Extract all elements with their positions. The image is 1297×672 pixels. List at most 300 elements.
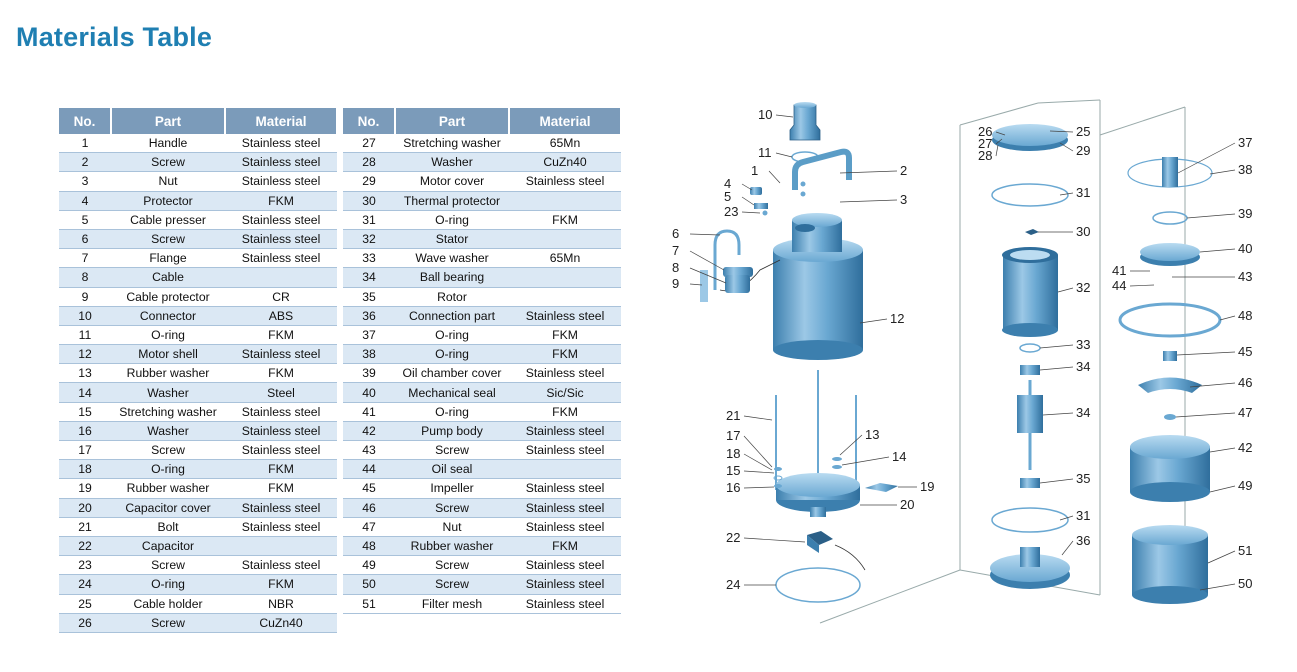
cell-no: 15: [59, 402, 111, 421]
cell-material: Stainless steel: [509, 172, 621, 191]
cell-material: Stainless steel: [509, 575, 621, 594]
cell-material: [225, 268, 337, 287]
cell-material: 65Mn: [509, 134, 621, 153]
table-row: [343, 268, 621, 287]
callout-label: 21: [726, 408, 741, 423]
callout-label: 17: [726, 428, 741, 443]
cell-no: 10: [59, 306, 111, 325]
cell-part: O-ring: [111, 460, 225, 479]
cell-part: O-ring: [395, 345, 509, 364]
table-row: [343, 345, 621, 364]
callout-line: [742, 197, 754, 205]
cell-no: 34: [343, 268, 395, 287]
cell-no: 26: [59, 613, 111, 632]
table-row: [59, 191, 337, 210]
cell-part: O-ring: [111, 575, 225, 594]
cell-no: 3: [59, 172, 111, 191]
materials-table-left: [59, 108, 338, 633]
cell-no: 33: [343, 249, 395, 268]
callout-label: 20: [900, 497, 915, 512]
cell-part: Capacitor: [111, 536, 225, 555]
cell-material: CR: [225, 287, 337, 306]
table-row: [59, 364, 337, 383]
callout-label: 4: [724, 176, 732, 191]
table-row: [59, 498, 337, 517]
callout-label: 27: [978, 136, 993, 151]
callout-line: [840, 435, 862, 455]
callout-label: 44: [1112, 278, 1127, 293]
cell-material: FKM: [225, 364, 337, 383]
cell-part: Oil chamber cover: [395, 364, 509, 383]
cell-part: Handle: [111, 134, 225, 153]
table-row: [59, 306, 337, 325]
cell-part: Protector: [111, 191, 225, 210]
cell-part: Screw: [111, 153, 225, 172]
cell-no: 45: [343, 479, 395, 498]
table-row: [343, 306, 621, 325]
table-row: [59, 134, 337, 153]
callout-label: 35: [1076, 471, 1091, 486]
table-row: [343, 287, 621, 306]
table-row: [59, 479, 337, 498]
cell-part: Stretching washer: [395, 134, 509, 153]
callout-label: 14: [892, 449, 907, 464]
table-row: [59, 536, 337, 555]
cell-part: Screw: [111, 229, 225, 248]
callout-label: 50: [1238, 576, 1253, 591]
cell-material: [509, 268, 621, 287]
table-row: [343, 498, 621, 517]
cell-part: Nut: [111, 172, 225, 191]
cell-material: CuZn40: [509, 153, 621, 172]
callout-label: 1: [751, 163, 759, 178]
cell-part: Mechanical seal: [395, 383, 509, 402]
callout-label: 31: [1076, 508, 1091, 523]
table-row: [59, 210, 337, 229]
callout-label: 18: [726, 446, 741, 461]
cell-no: 29: [343, 172, 395, 191]
table-row: [343, 210, 621, 229]
cell-part: O-ring: [395, 210, 509, 229]
table-row: [59, 383, 337, 402]
cell-material: Stainless steel: [225, 134, 337, 153]
table-row: [59, 287, 337, 306]
cell-part: Washer: [111, 421, 225, 440]
callout-label: 49: [1238, 478, 1253, 493]
cell-material: FKM: [225, 191, 337, 210]
table-row: [59, 345, 337, 364]
cell-material: Stainless steel: [225, 153, 337, 172]
cell-part: Washer: [111, 383, 225, 402]
cell-material: 65Mn: [509, 249, 621, 268]
cell-no: 11: [59, 325, 111, 344]
cell-no: 6: [59, 229, 111, 248]
callout-line: [1043, 413, 1073, 415]
cell-no: 44: [343, 460, 395, 479]
cell-material: Stainless steel: [225, 556, 337, 575]
cell-no: 40: [343, 383, 395, 402]
cell-no: 9: [59, 287, 111, 306]
cell-material: NBR: [225, 594, 337, 613]
cell-no: 16: [59, 421, 111, 440]
callout-label: 26: [978, 124, 993, 139]
cell-part: Ball bearing: [395, 268, 509, 287]
table-row: [343, 402, 621, 421]
cell-no: 18: [59, 460, 111, 479]
cell-no: 13: [59, 364, 111, 383]
cell-part: O-ring: [395, 325, 509, 344]
cell-part: Stator: [395, 229, 509, 248]
cell-no: 47: [343, 517, 395, 536]
cell-material: Stainless steel: [509, 306, 621, 325]
cell-part: O-ring: [395, 402, 509, 421]
callout-line: [742, 212, 760, 213]
cell-no: 14: [59, 383, 111, 402]
callout-label: 13: [865, 427, 880, 442]
cell-no: 35: [343, 287, 395, 306]
cell-material: FKM: [509, 345, 621, 364]
header-part: Part: [395, 108, 509, 134]
callout-line: [744, 487, 774, 488]
table-row: [343, 191, 621, 210]
table-row: [59, 268, 337, 287]
cell-material: Stainless steel: [225, 229, 337, 248]
table-row: [343, 479, 621, 498]
callout-line: [996, 145, 998, 156]
cell-material: FKM: [225, 325, 337, 344]
callout-line: [1060, 193, 1073, 195]
callout-label: 22: [726, 530, 741, 545]
table-row: [59, 249, 337, 268]
cell-no: 17: [59, 441, 111, 460]
cell-material: Stainless steel: [509, 441, 621, 460]
cell-no: 39: [343, 364, 395, 383]
cell-no: 25: [59, 594, 111, 613]
callout-label: 16: [726, 480, 741, 495]
callout-label: 10: [758, 107, 773, 122]
table-row: [343, 325, 621, 344]
pump-body-assembly: [1120, 157, 1220, 604]
callout-label: 38: [1238, 162, 1253, 177]
table-row: [343, 364, 621, 383]
table-row: [343, 594, 621, 613]
cell-part: Impeller: [395, 479, 509, 498]
cell-no: 2: [59, 153, 111, 172]
cell-part: Rubber washer: [395, 536, 509, 555]
table-row: [343, 536, 621, 555]
cell-no: 1: [59, 134, 111, 153]
callout-label: 33: [1076, 337, 1091, 352]
callout-line: [1210, 486, 1235, 492]
table-row: [59, 421, 337, 440]
cell-part: Cable holder: [111, 594, 225, 613]
callout-label: 11: [758, 145, 772, 160]
callout-label: 31: [1076, 185, 1091, 200]
cell-no: 48: [343, 536, 395, 555]
callout-line: [776, 115, 793, 117]
callout-label: 23: [724, 204, 739, 219]
callout-label: 15: [726, 463, 741, 478]
cell-material: Stainless steel: [509, 498, 621, 517]
cell-part: Cable presser: [111, 210, 225, 229]
table-row: [343, 153, 621, 172]
cell-material: FKM: [509, 402, 621, 421]
callout-label: 24: [726, 577, 741, 592]
callout-line: [1177, 352, 1235, 355]
table-row: [343, 249, 621, 268]
callout-line: [744, 416, 772, 420]
cell-part: Motor cover: [395, 172, 509, 191]
cell-part: Rubber washer: [111, 364, 225, 383]
callout-line: [1060, 143, 1073, 151]
cell-material: Stainless steel: [225, 210, 337, 229]
callout-line: [776, 153, 792, 157]
table-row: [59, 325, 337, 344]
cell-material: FKM: [509, 210, 621, 229]
cell-material: ABS: [225, 306, 337, 325]
cell-no: 27: [343, 134, 395, 153]
cell-material: [509, 191, 621, 210]
cell-part: Screw: [395, 498, 509, 517]
table-row: [343, 556, 621, 575]
cell-material: [509, 229, 621, 248]
cell-part: Stretching washer: [111, 402, 225, 421]
cell-part: Screw: [111, 613, 225, 632]
cell-no: 22: [59, 536, 111, 555]
callout-line: [1040, 479, 1073, 483]
cell-no: 4: [59, 191, 111, 210]
cell-no: 30: [343, 191, 395, 210]
cell-part: Nut: [395, 517, 509, 536]
table-row: [59, 613, 337, 632]
cell-part: Oil seal: [395, 460, 509, 479]
cell-no: 31: [343, 210, 395, 229]
callout-label: 48: [1238, 308, 1253, 323]
callout-label: 2: [900, 163, 908, 178]
table-row: [343, 134, 621, 153]
cell-part: Rubber washer: [111, 479, 225, 498]
cell-material: Stainless steel: [225, 421, 337, 440]
callout-label: 7: [672, 243, 680, 258]
cell-part: Thermal protector: [395, 191, 509, 210]
table-row: [59, 517, 337, 536]
callout-label: 19: [920, 479, 935, 494]
cell-no: 36: [343, 306, 395, 325]
callout-label: 28: [978, 148, 993, 163]
cell-no: 21: [59, 517, 111, 536]
table-row: [343, 575, 621, 594]
callout-label: 40: [1238, 241, 1253, 256]
cell-part: Connector: [111, 306, 225, 325]
table-row: [59, 594, 337, 613]
cell-material: Stainless steel: [509, 517, 621, 536]
table-row: [59, 441, 337, 460]
cell-material: FKM: [225, 460, 337, 479]
header-part: Part: [111, 108, 225, 134]
header-no: No.: [59, 108, 111, 134]
table-row: [59, 172, 337, 191]
callout-label: 34: [1076, 359, 1091, 374]
callout-label: 3: [900, 192, 908, 207]
table-row: [59, 460, 337, 479]
cell-material: Stainless steel: [509, 556, 621, 575]
exploded-parts-diagram: [660, 95, 1290, 635]
table-row: [59, 229, 337, 248]
callout-line: [690, 234, 720, 235]
callout-label: 46: [1238, 375, 1253, 390]
cell-part: Screw: [395, 556, 509, 575]
callout-line: [1058, 288, 1073, 292]
page-title: Materials Table: [16, 22, 213, 52]
cell-part: Filter mesh: [395, 594, 509, 613]
cell-no: 12: [59, 345, 111, 364]
cell-no: 24: [59, 575, 111, 594]
cell-no: 37: [343, 325, 395, 344]
table-row: [343, 460, 621, 479]
cell-material: Stainless steel: [509, 364, 621, 383]
cell-material: Stainless steel: [225, 345, 337, 364]
cell-material: Stainless steel: [225, 517, 337, 536]
cell-part: Screw: [395, 575, 509, 594]
table-row: [59, 556, 337, 575]
cell-material: Stainless steel: [225, 402, 337, 421]
callout-label: 47: [1238, 405, 1253, 420]
callout-line: [742, 184, 752, 190]
callout-line: [1210, 170, 1235, 174]
table-row: [343, 441, 621, 460]
table-row: [59, 575, 337, 594]
materials-table-right: [343, 108, 622, 614]
header-no: No.: [343, 108, 395, 134]
cell-no: 7: [59, 249, 111, 268]
cell-part: Screw: [111, 556, 225, 575]
cell-part: Screw: [111, 441, 225, 460]
cell-part: Flange: [111, 249, 225, 268]
cell-material: Stainless steel: [509, 421, 621, 440]
cell-no: 42: [343, 421, 395, 440]
cell-no: 46: [343, 498, 395, 517]
callout-label: 30: [1076, 224, 1091, 239]
cell-no: 32: [343, 229, 395, 248]
table-header-row: [59, 108, 337, 134]
callout-line: [1210, 448, 1235, 452]
cell-material: [509, 460, 621, 479]
callout-line: [744, 471, 774, 473]
cell-no: 19: [59, 479, 111, 498]
cell-no: 8: [59, 268, 111, 287]
callout-label: 25: [1076, 124, 1091, 139]
cell-material: Stainless steel: [225, 441, 337, 460]
callout-line: [840, 200, 897, 202]
cell-material: Stainless steel: [225, 498, 337, 517]
cell-material: Stainless steel: [509, 479, 621, 498]
callout-label: 5: [724, 189, 732, 204]
callout-line: [1040, 345, 1073, 348]
callout-label: 37: [1238, 135, 1253, 150]
cell-part: Bolt: [111, 517, 225, 536]
cell-part: Pump body: [395, 421, 509, 440]
cell-material: Steel: [225, 383, 337, 402]
callout-label: 36: [1076, 533, 1091, 548]
cell-part: Screw: [395, 441, 509, 460]
cell-part: Rotor: [395, 287, 509, 306]
cell-material: [225, 536, 337, 555]
header-material: Material: [225, 108, 337, 134]
table-row: [343, 517, 621, 536]
cell-material: FKM: [509, 325, 621, 344]
callout-line: [1208, 551, 1235, 563]
callout-line: [860, 319, 887, 323]
cell-part: O-ring: [111, 325, 225, 344]
callout-label: 12: [890, 311, 905, 326]
cell-no: 5: [59, 210, 111, 229]
table-row: [343, 229, 621, 248]
callout-label: 29: [1076, 143, 1091, 158]
cell-no: 49: [343, 556, 395, 575]
table-row: [343, 421, 621, 440]
callout-line: [1130, 285, 1154, 286]
callout-label: 6: [672, 226, 680, 241]
cell-part: Wave washer: [395, 249, 509, 268]
cell-material: Stainless steel: [225, 172, 337, 191]
cell-part: Capacitor cover: [111, 498, 225, 517]
cell-part: Connection part: [395, 306, 509, 325]
cell-material: FKM: [225, 575, 337, 594]
callout-label: 34: [1076, 405, 1091, 420]
table-header-row: [343, 108, 621, 134]
callout-line: [690, 251, 724, 270]
cell-part: Motor shell: [111, 345, 225, 364]
table-row: [59, 402, 337, 421]
callout-line: [744, 538, 805, 542]
header-material: Material: [509, 108, 621, 134]
cell-no: 38: [343, 345, 395, 364]
table-row: [59, 153, 337, 172]
table-row: [343, 383, 621, 402]
cell-material: FKM: [509, 536, 621, 555]
cell-part: Washer: [395, 153, 509, 172]
cell-no: 20: [59, 498, 111, 517]
callout-label: 45: [1238, 344, 1253, 359]
callout-label: 51: [1238, 543, 1253, 558]
cell-material: [509, 287, 621, 306]
callout-label: 39: [1238, 206, 1253, 221]
callout-line: [1062, 541, 1073, 555]
cell-no: 50: [343, 575, 395, 594]
cell-material: Stainless steel: [225, 249, 337, 268]
motor-core-assembly: [990, 124, 1070, 589]
cell-material: Stainless steel: [509, 594, 621, 613]
callout-line: [1178, 143, 1235, 173]
cell-no: 51: [343, 594, 395, 613]
callout-label: 42: [1238, 440, 1253, 455]
callout-label: 43: [1238, 269, 1253, 284]
callout-line: [842, 457, 889, 465]
cell-material: Sic/Sic: [509, 383, 621, 402]
cell-no: 43: [343, 441, 395, 460]
cell-part: Cable: [111, 268, 225, 287]
callout-line: [1187, 214, 1235, 218]
cell-material: FKM: [225, 479, 337, 498]
callout-line: [769, 171, 780, 183]
cell-part: Cable protector: [111, 287, 225, 306]
cell-material: CuZn40: [225, 613, 337, 632]
callout-label: 41: [1112, 263, 1127, 278]
callout-line: [1040, 367, 1073, 370]
cell-no: 41: [343, 402, 395, 421]
callout-line: [1220, 316, 1235, 320]
callout-label: 32: [1076, 280, 1091, 295]
